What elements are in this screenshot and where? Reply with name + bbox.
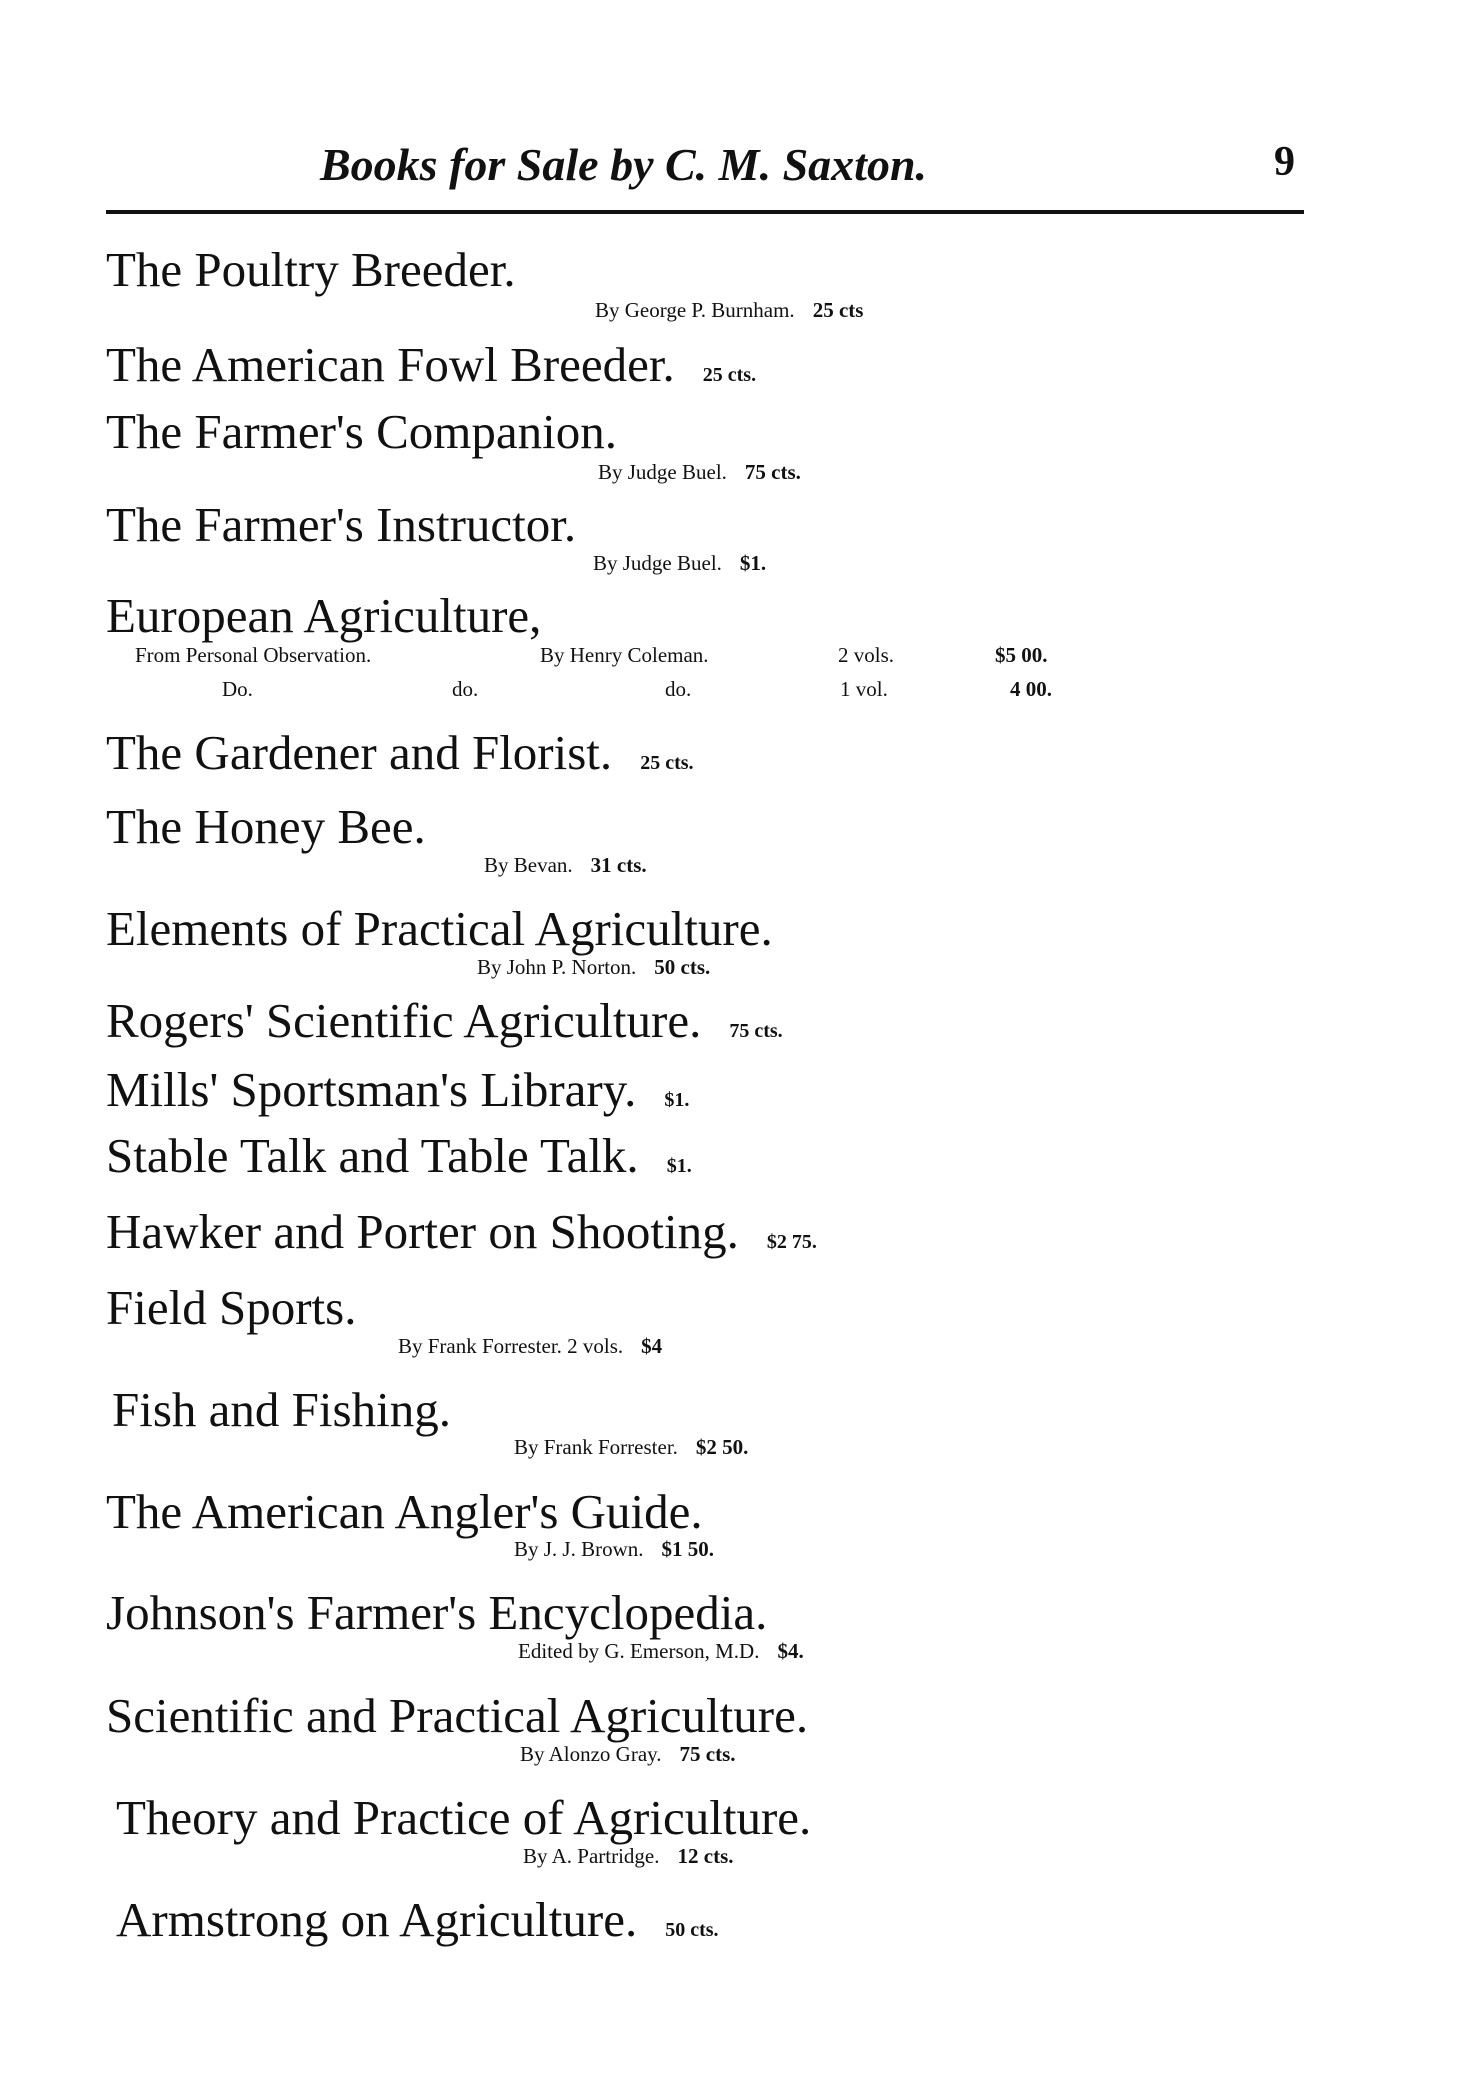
price: $1. — [666, 1155, 692, 1177]
book-title — [106, 799, 426, 854]
title-text: The American Angler's Guide. — [106, 1484, 703, 1539]
header-rule — [106, 210, 1304, 214]
running-header: Books for Sale by C. M. Saxton. — [320, 139, 928, 190]
title-text: The Honey Bee. — [106, 799, 426, 854]
book-byline — [520, 1744, 736, 1765]
title-text: Elements of Practical Agriculture. — [106, 901, 773, 956]
title-text: Johnson's Farmer's Encyclopedia. — [106, 1585, 768, 1640]
byline-text: By Alonzo Gray. — [520, 1742, 662, 1766]
title-text: Armstrong on Agriculture. — [116, 1892, 638, 1947]
book-title — [106, 242, 516, 297]
book-title — [106, 497, 577, 552]
book-title — [106, 1204, 817, 1259]
book-byline — [593, 553, 766, 574]
book-title — [106, 993, 783, 1048]
book-title — [106, 725, 694, 780]
byline-text: By Judge Buel. — [593, 551, 722, 575]
book-title — [106, 1484, 703, 1539]
price: 4 00. — [1010, 677, 1052, 701]
book-byline — [484, 855, 647, 876]
book-title — [106, 404, 617, 459]
title-text: Mills' Sportsman's Library. — [106, 1062, 637, 1117]
page-number: 9 — [1274, 139, 1295, 185]
title-text: Rogers' Scientific Agriculture. — [106, 993, 702, 1048]
price: 75 cts. — [744, 460, 801, 484]
price: 25 cts. — [702, 364, 757, 386]
title-text: The Gardener and Florist. — [106, 725, 613, 780]
byline-text: By Bevan. — [484, 853, 573, 877]
byline-text: Edited by G. Emerson, M.D. — [518, 1639, 760, 1663]
book-byline — [514, 1437, 748, 1458]
book-title — [116, 1892, 719, 1947]
price: $1. — [664, 1089, 690, 1111]
book-title — [106, 1128, 692, 1183]
title-text: The Farmer's Companion. — [106, 404, 617, 459]
title-text: Hawker and Porter on Shooting. — [106, 1204, 739, 1259]
title-text: The American Fowl Breeder. — [106, 337, 675, 392]
title-text: Scientific and Practical Agriculture. — [106, 1688, 809, 1743]
book-title — [106, 1585, 768, 1640]
byline-text: By Judge Buel. — [598, 460, 727, 484]
byline-text: By J. J. Brown. — [514, 1537, 644, 1561]
title-text: Theory and Practice of Agriculture. — [116, 1790, 812, 1845]
book-title — [106, 1688, 809, 1743]
book-title — [106, 337, 757, 392]
byline-text: By George P. Burnham. — [595, 298, 795, 322]
book-title — [106, 1062, 690, 1117]
price: 25 cts — [812, 298, 864, 322]
price: $1 50. — [661, 1537, 715, 1561]
price: 12 cts. — [677, 1844, 734, 1868]
byline-text: By Frank Forrester. 2 vols. — [398, 1334, 624, 1358]
title-text: Stable Talk and Table Talk. — [106, 1128, 639, 1183]
price: 75 cts. — [729, 1020, 783, 1042]
book-byline — [477, 957, 710, 978]
book-title — [106, 901, 773, 956]
title-text: Fish and Fishing. — [112, 1382, 451, 1437]
price: 25 cts. — [640, 752, 694, 774]
price: 75 cts. — [679, 1742, 736, 1766]
book-title — [106, 1280, 357, 1335]
book-byline — [398, 1336, 662, 1357]
edition-desc: From Personal Observation. — [135, 643, 372, 667]
price: $2 75. — [766, 1231, 817, 1253]
book-title — [116, 1790, 812, 1845]
title-text: Field Sports. — [106, 1280, 357, 1335]
price: $1. — [739, 551, 767, 575]
byline-text: By John P. Norton. — [477, 955, 637, 979]
price: 50 cts. — [654, 955, 711, 979]
byline-text: By A. Partridge. — [523, 1844, 660, 1868]
price: $2 50. — [695, 1435, 749, 1459]
price: $4 — [641, 1334, 663, 1358]
book-byline — [598, 462, 801, 483]
book-byline — [514, 1539, 714, 1560]
edition-vols: 2 vols. — [838, 643, 895, 667]
book-byline — [518, 1641, 804, 1662]
title-text: European Agriculture, — [106, 588, 542, 643]
price: 50 cts. — [665, 1919, 719, 1941]
edition-author: do. — [452, 677, 479, 701]
price: $4. — [777, 1639, 804, 1663]
byline-text: By Frank Forrester. — [514, 1435, 678, 1459]
book-title — [106, 588, 542, 643]
edition-vols: 1 vol. — [840, 677, 888, 701]
book-byline — [595, 300, 863, 321]
title-text: The Poultry Breeder. — [106, 242, 516, 297]
book-title — [112, 1382, 451, 1437]
edition-author: By Henry Coleman. — [540, 643, 709, 667]
book-byline — [523, 1846, 734, 1867]
edition-author: do. — [665, 677, 692, 701]
price: $5 00. — [995, 643, 1048, 667]
title-text: The Farmer's Instructor. — [106, 497, 577, 552]
price: 31 cts. — [590, 853, 647, 877]
edition-desc: Do. — [222, 677, 253, 701]
